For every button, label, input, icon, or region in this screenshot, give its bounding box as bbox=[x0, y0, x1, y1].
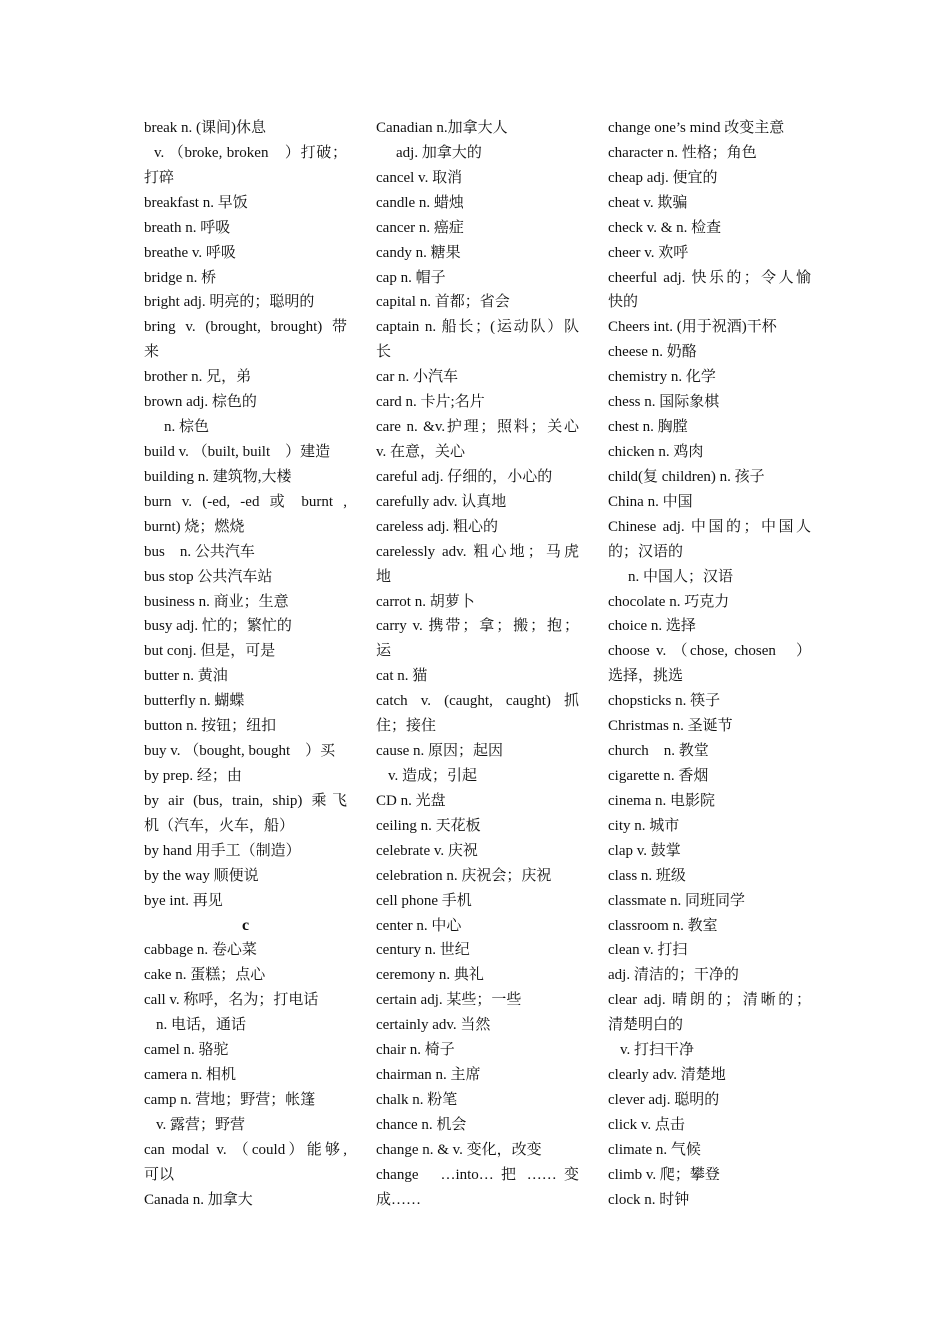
vocab-line: cheese n. 奶酪 bbox=[608, 344, 697, 361]
vocab-line: classmate n. 同班同学 bbox=[608, 892, 746, 909]
vocab-line: character n. 性格；角色 bbox=[608, 144, 757, 161]
vocab-line: 来 bbox=[144, 344, 160, 361]
vocab-column-2 bbox=[376, 116, 579, 1213]
vocab-line: careful adj. 仔细的，小心的 bbox=[376, 468, 553, 485]
vocab-line: cabbage n. 卷心菜 bbox=[144, 942, 257, 959]
vocab-line: 长 bbox=[376, 344, 392, 361]
vocab-line: 快的 bbox=[608, 294, 639, 311]
vocab-line: n. 棕色 bbox=[164, 419, 210, 436]
vocab-line: climb v. 爬；攀登 bbox=[608, 1166, 720, 1183]
vocab-line: clearly adv. 清楚地 bbox=[608, 1067, 726, 1084]
vocab-line: button n. 按钮；纽扣 bbox=[144, 718, 277, 735]
vocab-line: 成…… bbox=[376, 1191, 422, 1208]
vocab-line: cancel v. 取消 bbox=[376, 169, 463, 186]
vocab-line: candle n. 蜡烛 bbox=[376, 194, 464, 211]
vocab-line: center n. 中心 bbox=[376, 917, 462, 934]
vocab-line: bridge n. 桥 bbox=[144, 269, 217, 286]
vocab-line: carrot n. 胡萝卜 bbox=[376, 593, 475, 610]
vocab-line: cheer v. 欢呼 bbox=[608, 244, 689, 261]
vocab-line: by hand 用手工（制造） bbox=[144, 842, 301, 859]
vocab-line: classroom n. 教室 bbox=[608, 917, 718, 934]
vocab-line: child(复 children) n. 孩子 bbox=[608, 468, 765, 485]
vocab-line: v. 在意，关心 bbox=[376, 443, 466, 460]
vocab-line: v. （broke, broken ）打破； bbox=[154, 144, 347, 161]
vocab-line: butter n. 黄油 bbox=[144, 668, 228, 685]
vocab-column-1 bbox=[144, 116, 347, 1213]
vocab-line: catch v. (caught, caught) 抓 bbox=[376, 693, 579, 710]
vocab-line: busy adj. 忙的；繁忙的 bbox=[144, 618, 292, 635]
vocab-line: Canadian n.加拿大人 bbox=[376, 120, 508, 136]
vocab-line: change …into… 把 …… 变 bbox=[376, 1166, 579, 1183]
vocab-line: Chinese adj. 中国的；中国人 bbox=[608, 518, 811, 535]
vocab-column-3 bbox=[608, 116, 811, 1213]
vocab-line: cheerful adj. 快乐的；令人愉 bbox=[608, 269, 811, 286]
vocab-line: Cheers int. (用于祝酒)干杯 bbox=[608, 319, 777, 336]
vocab-line: brown adj. 棕色的 bbox=[144, 394, 257, 411]
vocab-line: camera n. 相机 bbox=[144, 1067, 237, 1084]
vocab-line: clap v. 鼓掌 bbox=[608, 842, 681, 859]
vocab-line: 打碎 bbox=[144, 169, 175, 186]
vocab-line: chest n. 胸膛 bbox=[608, 419, 688, 436]
vocab-line: v. 打扫干净 bbox=[620, 1042, 695, 1059]
vocab-line: celebration n. 庆祝会；庆祝 bbox=[376, 867, 552, 884]
vocab-line: candy n. 糖果 bbox=[376, 244, 461, 261]
vocab-line: bring v. (brought, brought) 带 bbox=[144, 319, 347, 336]
vocab-line: breathe v. 呼吸 bbox=[144, 244, 236, 261]
vocab-line: breakfast n. 早饭 bbox=[144, 194, 248, 211]
vocab-line: clever adj. 聪明的 bbox=[608, 1091, 720, 1108]
vocab-line: 住；接住 bbox=[376, 718, 437, 735]
vocab-line: breath n. 呼吸 bbox=[144, 219, 231, 236]
vocab-line: buy v. （bought, bought ）买 bbox=[144, 743, 336, 760]
vocab-line: careless adj. 粗心的 bbox=[376, 518, 499, 535]
vocab-line: chocolate n. 巧克力 bbox=[608, 593, 730, 610]
vocab-line: 机（汽车，火车，船） bbox=[144, 817, 295, 834]
vocab-line: choice n. 选择 bbox=[608, 618, 696, 635]
vocab-line: CD n. 光盘 bbox=[376, 792, 446, 809]
vocab-line: 选择，挑选 bbox=[608, 668, 684, 685]
vocab-line: n. 电话，通话 bbox=[156, 1017, 247, 1034]
vocab-line: certainly adv. 当然 bbox=[376, 1017, 491, 1034]
vocab-line: build v. （built, built ）建造 bbox=[144, 443, 331, 460]
vocab-line: butterfly n. 蝴蝶 bbox=[144, 693, 245, 710]
vocab-line: cap n. 帽子 bbox=[376, 269, 446, 286]
vocab-line: century n. 世纪 bbox=[376, 942, 470, 959]
vocab-line: building n. 建筑物,大楼 bbox=[144, 468, 292, 485]
vocab-line: ceremony n. 典礼 bbox=[376, 967, 484, 984]
vocab-line: church n. 教堂 bbox=[608, 743, 709, 760]
vocab-line: camp n. 营地；野营；帐篷 bbox=[144, 1091, 316, 1108]
vocab-line: brother n. 兄，弟 bbox=[144, 369, 252, 386]
vocab-line: chalk n. 粉笔 bbox=[376, 1091, 458, 1108]
vocab-line: clear adj. 晴朗的；清晰的； bbox=[608, 992, 811, 1009]
section-letter-heading: c bbox=[241, 916, 250, 934]
vocab-line: ceiling n. 天花板 bbox=[376, 817, 481, 834]
vocab-line: change one’s mind 改变主意 bbox=[608, 120, 785, 136]
vocab-line: chair n. 椅子 bbox=[376, 1042, 455, 1059]
vocab-line: chairman n. 主席 bbox=[376, 1067, 481, 1084]
vocab-line: 可以 bbox=[144, 1166, 175, 1183]
vocab-line: China n. 中国 bbox=[608, 493, 693, 510]
vocab-line: 清楚明白的 bbox=[608, 1017, 684, 1034]
vocab-line: v. 造成；引起 bbox=[388, 767, 478, 784]
vocab-line: by air (bus, train, ship) 乘飞 bbox=[144, 792, 347, 809]
vocab-line: cheap adj. 便宜的 bbox=[608, 169, 718, 186]
vocab-line: break n. (课间)休息 bbox=[144, 120, 267, 136]
vocab-line: Christmas n. 圣诞节 bbox=[608, 718, 733, 735]
vocab-line: Canada n. 加拿大 bbox=[144, 1191, 253, 1208]
vocab-line: chemistry n. 化学 bbox=[608, 369, 716, 386]
vocab-line: cell phone 手机 bbox=[376, 892, 472, 909]
vocab-line: carry v. 携带；拿；搬；抱； bbox=[376, 618, 579, 635]
vocab-line: certain adj. 某些；一些 bbox=[376, 992, 522, 1009]
vocab-line: cinema n. 电影院 bbox=[608, 792, 716, 809]
vocab-line: bus stop 公共汽车站 bbox=[144, 568, 273, 585]
vocab-line: chopsticks n. 筷子 bbox=[608, 693, 721, 710]
vocab-line: chicken n. 鸡肉 bbox=[608, 443, 704, 460]
vocab-line: change n. & v. 变化，改变 bbox=[376, 1141, 542, 1158]
vocab-line: by the way 顺便说 bbox=[144, 867, 259, 884]
vocab-line: camel n. 骆驼 bbox=[144, 1042, 229, 1059]
vocab-line: climate n. 气候 bbox=[608, 1141, 701, 1158]
vocab-line: call v. 称呼，名为；打电话 bbox=[144, 992, 319, 1009]
vocab-line: click v. 点击 bbox=[608, 1116, 685, 1133]
vocab-line: carefully adv. 认真地 bbox=[376, 493, 507, 510]
vocab-line: n. 中国人；汉语 bbox=[628, 568, 734, 585]
vocab-line: choose v. （chose, chosen ） bbox=[608, 643, 811, 660]
vocab-line: bus n. 公共汽车 bbox=[144, 543, 255, 560]
vocab-line: burn v. (-ed, -ed 或 burnt , bbox=[144, 493, 347, 510]
vocab-line: can modal v. （could）能够, bbox=[144, 1141, 347, 1158]
vocab-line: but conj. 但是，可是 bbox=[144, 643, 276, 660]
vocab-line: city n. 城市 bbox=[608, 817, 680, 834]
vocab-line: car n. 小汽车 bbox=[376, 369, 459, 386]
vocab-line: cigarette n. 香烟 bbox=[608, 767, 709, 784]
vocab-line: care n. &v.护理；照料；关心 bbox=[376, 419, 579, 436]
vocab-line: cheat v. 欺骗 bbox=[608, 194, 688, 211]
vocab-line: clean v. 打扫 bbox=[608, 942, 688, 959]
vocab-line: carelessly adv. 粗心地；马虎 bbox=[376, 543, 579, 560]
vocab-line: cancer n. 癌症 bbox=[376, 219, 464, 236]
vocab-line: bright adj. 明亮的；聪明的 bbox=[144, 294, 315, 311]
vocab-line: cause n. 原因；起因 bbox=[376, 743, 504, 760]
vocab-line: burnt) 烧；燃烧 bbox=[144, 518, 245, 535]
vocab-line: cat n. 猫 bbox=[376, 668, 428, 685]
vocab-line: cake n. 蛋糕；点心 bbox=[144, 967, 266, 984]
vocab-line: 地 bbox=[376, 568, 392, 585]
vocab-line: 的；汉语的 bbox=[608, 543, 684, 560]
vocab-line: card n. 卡片;名片 bbox=[376, 394, 485, 411]
vocab-line: 运 bbox=[376, 643, 392, 660]
vocab-line: captain n. 船长；(运动队）队 bbox=[376, 319, 579, 336]
vocab-line: clock n. 时钟 bbox=[608, 1191, 690, 1208]
vocab-line: bye int. 再见 bbox=[144, 892, 223, 909]
vocab-line: class n. 班级 bbox=[608, 867, 686, 884]
vocab-line: celebrate v. 庆祝 bbox=[376, 842, 478, 859]
vocab-line: capital n. 首都；省会 bbox=[376, 294, 510, 311]
vocab-line: check v. & n. 检查 bbox=[608, 219, 722, 236]
vocab-line: chance n. 机会 bbox=[376, 1116, 467, 1133]
vocab-line: business n. 商业；生意 bbox=[144, 593, 289, 610]
vocab-line: adj. 清洁的；干净的 bbox=[608, 967, 739, 984]
vocab-line: by prep. 经；由 bbox=[144, 767, 242, 784]
vocab-line: adj. 加拿大的 bbox=[396, 144, 482, 161]
vocab-line: v. 露营；野营 bbox=[156, 1116, 246, 1133]
vocab-line: chess n. 国际象棋 bbox=[608, 394, 720, 411]
